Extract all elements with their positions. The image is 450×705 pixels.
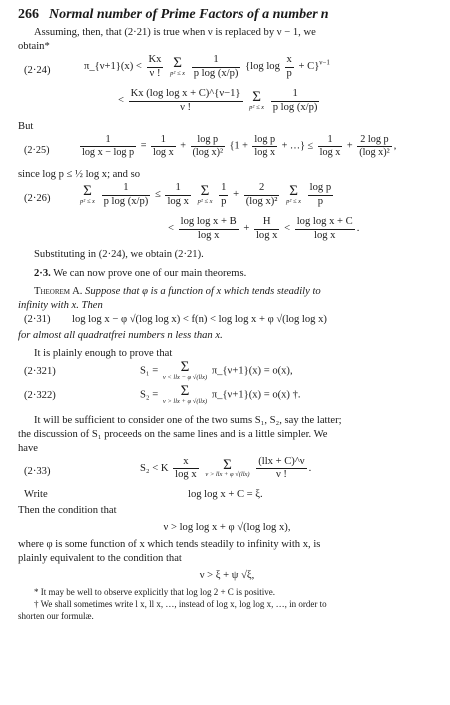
fraction: $\frac{\text{log log x + B}}{\text{log x}}$ bbox=[180, 216, 237, 241]
eq-label: (2·24) bbox=[24, 65, 51, 77]
since-line: since log p ≤ ½ log x; and so bbox=[18, 169, 141, 181]
fraction: $\frac{1}{\text{log x}}$ bbox=[153, 134, 174, 159]
fraction: $\frac{\text{log p}}{\text{log x}}$ bbox=[254, 134, 276, 159]
substituting-line: Substituting in (2·24), we obtain (2·21). bbox=[34, 249, 204, 261]
fraction: $\frac{1}{\text{log x}}$ bbox=[319, 134, 341, 159]
but-word: But bbox=[18, 121, 34, 133]
where-line-1: where φ is some function of x which tends steadily to infinity with x, is bbox=[18, 539, 321, 550]
footnote-1: * It may be well to observe explicitly that log log 2 + C is positive. bbox=[34, 586, 276, 597]
equation-2-322: (2·322) S₂ = Σ ν > llx + φ √(llx) π_{ν+1}(x) = o(x) †. bbox=[24, 383, 301, 405]
theorem-text-1: Suppose that φ is a function of x which tends steadily to bbox=[85, 286, 321, 298]
equation-2-24-line-2 bbox=[18, 88, 436, 120]
fraction: $\frac{1}{p}$ bbox=[221, 182, 227, 207]
fraction: $\frac{1}{\text{log x}}$ bbox=[167, 182, 189, 207]
sufficient-line-1: It will be sufficient to consider one of the two sums S₁, S₂, say the latter; bbox=[34, 415, 342, 427]
summation: Σ p² ≤ x bbox=[170, 55, 186, 77]
equation-2-25: (2·25) $\frac{1}{\text{log x − log p}}$ = $\frac{1}{\text{log x}}$ + $\frac{\text{log p}}{\text{(log x)²}}$ {1 + $\frac{\text{log p}}{\text{log x}}$ + …} ≤ $\frac{1}{\text{log x}}$ + $\frac{\text{2 log p}}{\text{(log x)²}}$ , bbox=[24, 134, 397, 159]
fraction: $\frac{x}{p}$ bbox=[286, 54, 292, 79]
fraction: $\frac{\text{log p}}{\text{(log x)²}}$ bbox=[192, 134, 224, 159]
fraction: $\frac{\text{log p}}{p}$ bbox=[309, 182, 332, 207]
sufficient-line-2: the discussion of S₁ proceeds on the same lines and is a little simpler. We bbox=[18, 429, 328, 441]
eq-label: (2·25) bbox=[24, 145, 50, 157]
fraction: $\frac{H}{\text{log x}}$ bbox=[255, 216, 278, 241]
section-number: 2·3. bbox=[34, 268, 51, 280]
fraction: $\frac{\text{log log x + C}}{\text{log x}}$ bbox=[296, 216, 353, 241]
running-header bbox=[18, 6, 436, 24]
fraction: $\frac{1}{\text{log x − log p}}$ bbox=[82, 134, 135, 159]
summation: Σ ν > llx + φ √(llx) bbox=[162, 383, 208, 405]
equation-2-33: (2·33) S₂ < K $\frac{x}{\text{log x}}$ Σ ν > llx + φ √(llx) $\frac{\text{(llx + C)\textasciicircum{}ν}}{\nu !}$ . bbox=[24, 456, 312, 481]
brace-post: + C} bbox=[298, 61, 320, 73]
brace-pre: {log log bbox=[245, 61, 280, 73]
section-text: We can now prove one of our main theorems. bbox=[53, 268, 247, 280]
fraction: $\frac{1}{\text{p log (x/p)}}$ bbox=[272, 88, 318, 113]
fraction: $\frac{\text{(llx + C)\textasciicircum{}ν}}{\nu !}$ bbox=[258, 456, 305, 481]
theorem-a-line-2: infinity with x. Then bbox=[18, 300, 103, 312]
equation-2-26-line-2: < $\frac{\text{log log x + B}}{\text{log x}}$ + $\frac{H}{\text{log x}}$ < $\frac{\text{log log x + C}}{\text{log x}}$ . bbox=[168, 216, 360, 241]
write-line bbox=[18, 488, 436, 504]
equation-2-31: (2·31) log log x − φ √(log log x) < f(n) < log log x + φ √(log log x) bbox=[24, 314, 327, 326]
intro-line-1: Assuming, then, that (2·21) is true when ν is replaced by ν − 1, we bbox=[34, 27, 316, 39]
exponent: ν−1 bbox=[319, 58, 330, 67]
eq-label: (2·26) bbox=[24, 193, 51, 205]
where-line-2: plainly equivalent to the condition that bbox=[18, 552, 182, 564]
equation-2-321: (2·321) S₁ = Σ ν < llx − φ √(llx) π_{ν+1}(x) = o(x), bbox=[24, 359, 293, 381]
equation-2-26: (2·26) Σ p² ≤ x $\frac{1}{\text{p log (x/p)}}$ ≤ $\frac{1}{\text{log x}}$ Σ p² ≤ x $\frac{1}{p}$ + $\frac{2}{\text{(log x)²}}$ Σ p² ≤ x $\frac{\text{log p}}{p}$ bbox=[24, 182, 332, 207]
fraction: $\frac{x}{\text{log x}}$ bbox=[175, 456, 197, 481]
condition-2: ν > ξ + ψ √ξ, bbox=[199, 569, 255, 581]
summation: Σ p² ≤ x bbox=[197, 183, 213, 205]
running-title-var: n bbox=[320, 7, 329, 22]
fraction: $\frac{\text{Kx (log log x + C)\textasciicircum{}\{ν−1\}}}{\nu !}$ bbox=[130, 88, 241, 113]
equation-2-24 bbox=[18, 54, 436, 88]
eq-label: (2·33) bbox=[24, 466, 51, 478]
summation: Σ p² ≤ x bbox=[249, 89, 265, 111]
page-number: 266 bbox=[18, 7, 39, 22]
eq-label: (2·322) bbox=[24, 390, 56, 402]
eq-lhs: π_{ν+1}(x) < bbox=[84, 61, 142, 73]
write-equation: log log x + C = ξ. bbox=[188, 489, 263, 501]
sufficient-line-3: have bbox=[18, 443, 38, 455]
eq-label: (2·321) bbox=[24, 366, 56, 378]
lt-sign: < bbox=[118, 95, 124, 107]
theorem-a-line-1 bbox=[18, 285, 436, 299]
eq-label: (2·31) bbox=[24, 314, 51, 326]
footnote-2-line-2: shorten our formulæ. bbox=[18, 610, 94, 621]
intro-line-2: obtain* bbox=[18, 41, 50, 53]
summation: Σ ν < llx − φ √(llx) bbox=[162, 359, 208, 381]
footnote-2-line-1: † We shall sometimes write l x, ll x, …, instead of log x, log log x, …, in order to bbox=[34, 598, 327, 609]
condition-1: ν > log log x + φ √(log log x), bbox=[163, 522, 291, 534]
running-title: Normal number of Prime Factors of a number bbox=[49, 7, 318, 22]
theorem-name: Theorem A. bbox=[34, 286, 83, 298]
fraction: $\frac{\text{2 log p}}{\text{(log x)²}}$ bbox=[359, 134, 390, 159]
fraction: $\frac{Kx}{\nu !}$ bbox=[148, 54, 162, 79]
summation: Σ ν > llx + φ √(llx) bbox=[205, 456, 250, 479]
fraction: $\frac{1}{\text{p log (x/p)}}$ bbox=[103, 182, 149, 207]
fraction: $\frac{2}{\text{(log x)²}}$ bbox=[245, 182, 278, 207]
section-2-3 bbox=[18, 267, 436, 281]
then-line: Then the condition that bbox=[18, 505, 117, 517]
plainly-line: It is plainly enough to prove that bbox=[34, 348, 173, 360]
write-word: Write bbox=[24, 489, 48, 501]
fraction: $\frac{1}{\text{p log (x/p)}}$ bbox=[193, 54, 239, 79]
summation: Σ p² ≤ x bbox=[286, 183, 302, 205]
almost-all-line: for almost all quadratfrei numbers n less than x. bbox=[18, 330, 223, 342]
summation: Σ p² ≤ x bbox=[80, 183, 95, 205]
